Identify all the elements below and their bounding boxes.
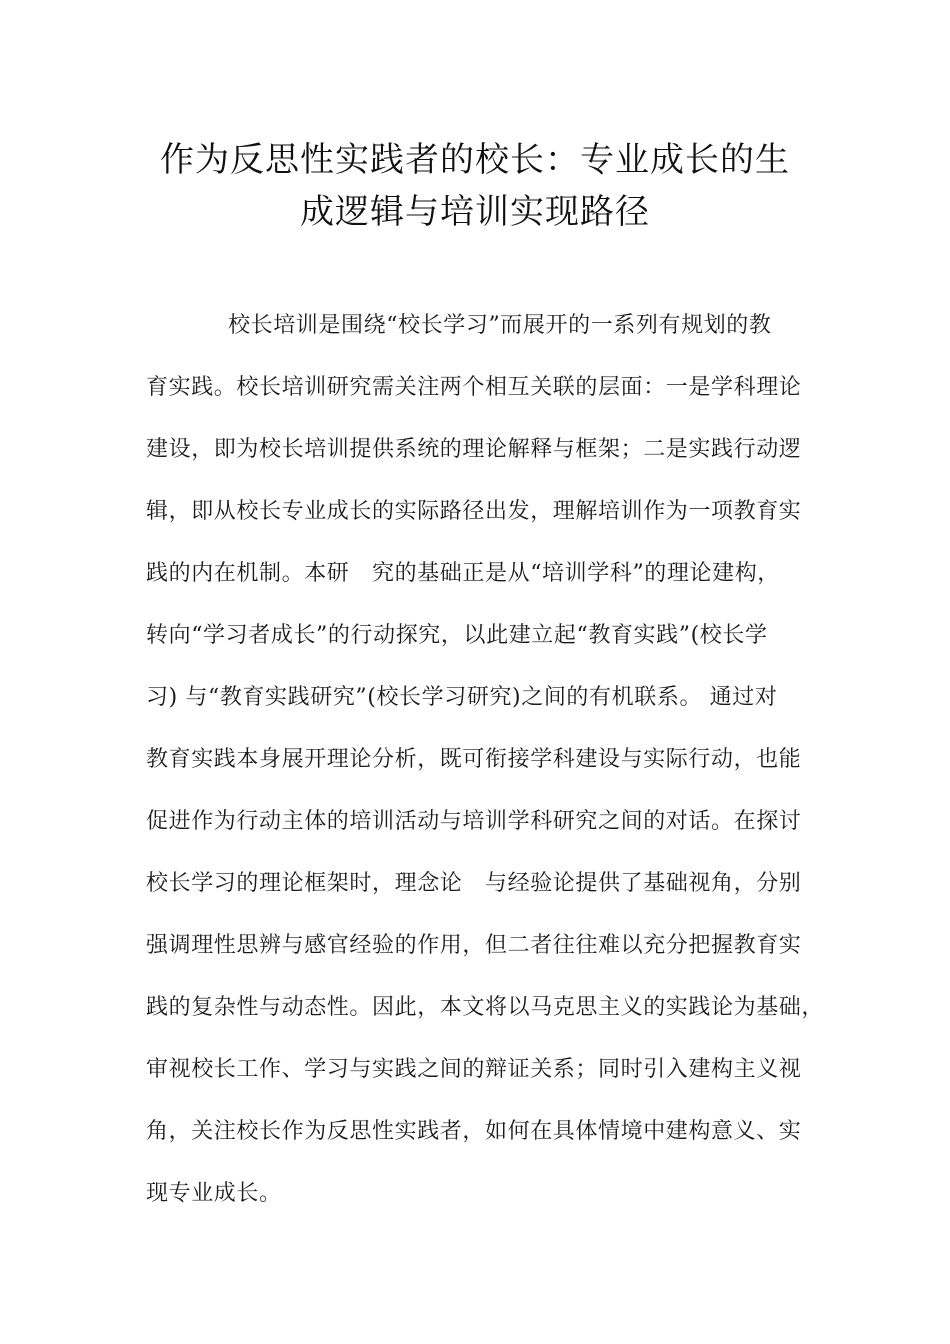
paragraph-line-13: 审视校长工作、学习与实践之间的辩证关系；同时引入建构主义视 bbox=[146, 1057, 802, 1082]
paragraph-line-14: 角，关注校长作为反思性实践者，如何在具体情境中建构意义、实 bbox=[146, 1119, 802, 1144]
paragraph-line-1: 校长培训是围绕“校长学习”而展开的一系列有规划的教 bbox=[228, 313, 772, 338]
title-line-1: 作为反思性实践者的校长：专业成长的生 bbox=[160, 140, 790, 180]
paragraph-line-15: 现专业成长。 bbox=[146, 1181, 282, 1206]
paragraph-line-2: 育实践。校长培训研究需关注两个相互关联的层面：一是学科理论 bbox=[146, 375, 802, 400]
paragraph-line-7: 习) 与“教育实践研究”(校长学习研究)之间的有机联系。 通过对 bbox=[146, 685, 778, 710]
title-line-2: 成逻辑与培训实现路径 bbox=[300, 192, 650, 232]
paragraph-line-5: 践的内在机制。本研 究的基础正是从“培训学科”的理论建构， bbox=[146, 561, 780, 586]
paragraph-line-6: 转向“学习者成长”的行动探究，以此建立起“教育实践”(校长学 bbox=[146, 623, 768, 648]
paragraph-line-10: 校长学习的理论框架时，理念论 与经验论提供了基础视角，分别 bbox=[146, 871, 802, 896]
paragraph-line-3: 建设，即为校长培训提供系统的理论解释与框架；二是实践行动逻 bbox=[146, 437, 802, 462]
paragraph-line-8: 教育实践本身展开理论分析，既可衔接学科建设与实际行动，也能 bbox=[146, 747, 802, 772]
paragraph-line-11: 强调理性思辨与感官经验的作用，但二者往往难以充分把握教育实 bbox=[146, 933, 802, 958]
paragraph-line-9: 促进作为行动主体的培训活动与培训学科研究之间的对话。在探讨 bbox=[146, 809, 802, 834]
paragraph-line-4: 辑，即从校长专业成长的实际路径出发，理解培训作为一项教育实 bbox=[146, 499, 802, 524]
paragraph-line-12: 践的复杂性与动态性。因此，本文将以马克思主义的实践论为基础， bbox=[146, 995, 825, 1020]
